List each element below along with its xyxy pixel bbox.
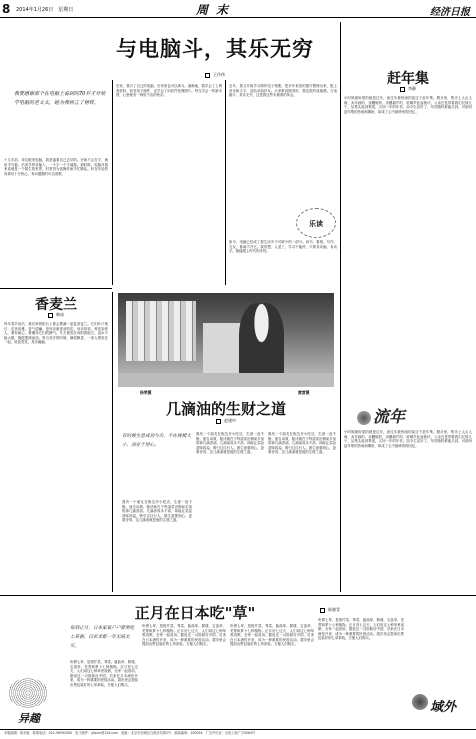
flower-icon	[357, 411, 371, 425]
decorative-pattern	[8, 678, 48, 708]
left-article-body: 每年春节前后，我们家的阳台上都会摆满一盆盆香麦兰。它们叶片细长，花朵淡雅，香气清幽，是母亲最喜爱的花。母亲常说，养花如养人，要有耐心，要懂得它们的脾气。冬天要放在向阳的地方，浇水不能太勤，施肥要薄而淡。每当花开的时候，满屋飘香，一家人围坐在一起，说说笑笑，其乐融融。	[4, 322, 108, 345]
reader-figure	[239, 303, 284, 383]
column-divider	[340, 22, 341, 592]
right-article-body: 小时候最盼望的就是过年，而过年最热闹的莫过于赶年集。腊月里，集市上人山人海，卖年画的、卖鞭炮的、卖糖葫芦的，吆喝声此起彼伏。父亲总是带着我们兄妹几个，从集头逛到集尾，买回一年的年货。如今生活好了，年货随时都能买到，可那份赶年集的热闹和期盼，却成了心中最珍贵的回忆。	[344, 96, 472, 114]
column-divider	[112, 80, 113, 285]
bookshelf	[203, 323, 243, 373]
byline-box-icon	[320, 608, 325, 613]
liunian-label: 流年	[373, 407, 406, 426]
main-article-byline	[80, 72, 350, 78]
page-footer: 本版编辑：周末版 联系电话：010-58392000 电子邮件：jjrbzm@126.com 地址：北京市西城区白纸坊东街2号 邮政编码：100054 广告许可证：京西工商广字0064号	[0, 729, 476, 739]
main-article-column: 后来，我买了自己的电脑，在家里也可以练习。渐渐地，我学会了上网查资料、收发电子邮件，还学会了用软件处理照片。每当学会一样新本领，心里就有一种说不出的快乐。	[116, 84, 222, 98]
middle-article-byline	[118, 418, 334, 424]
column-divider	[225, 80, 226, 285]
main-byline-text: 王作伟	[213, 72, 225, 77]
bottom-left-decoration	[4, 598, 64, 728]
main-article-intro: 我要感谢那个在电脑上看到的70岁才开始学电脑的老太太，她为我树立了榜样。	[14, 91, 106, 106]
right-article-byline	[344, 86, 472, 92]
middle-byline-text: 赵建中	[224, 418, 236, 423]
bottom-article-intro: 每到正月，日本家家户户都要吃七草粥，以祈求新一年无病无灾。	[70, 626, 135, 649]
reading-table	[118, 373, 334, 387]
stamp-label: 乐读	[309, 220, 323, 228]
middle-article-body: 我有一个朋友在街边开小吃店，生意一直不错。他告诉我，秘诀就在于每道菜出锅前多加的那几滴香油。几滴油成本不高，却能让菜品香味四溢，吸引过往行人。做生意要细心，更要舍得，这几滴油就是他的生财之道。	[196, 432, 264, 455]
left-article-title: 香麦兰	[35, 297, 77, 313]
section-name: 周末	[196, 3, 237, 17]
page-number: 8	[2, 2, 11, 16]
photo-credit: 黄营摄	[298, 390, 310, 395]
liunian-sticker	[357, 404, 417, 426]
byline-box-icon	[400, 87, 405, 92]
bookshelf	[126, 301, 196, 361]
byline-box-icon	[205, 73, 210, 78]
bottom-article-byline	[320, 607, 380, 613]
bottom-article-body: 所谓七草，是指芹菜、荠菜、鼠曲草、繁缕、宝盖草、芜菁和萝卜七种植物。正月初七这天，人们用这七种草煮成粥，全家一起食用。据说这一习俗源自中国，后来在日本流传开来，成为一种重要的民俗活动。超市里会提前出售包装好的七草套装，方便人们购买。	[70, 660, 138, 687]
globe-icon	[412, 694, 428, 710]
left-byline-text: 韩冰	[56, 312, 64, 317]
page-header	[0, 0, 476, 18]
middle-article-quote: 有时候生意成功与否，不在规模大小，而在于用心。	[122, 434, 191, 448]
main-article-column: 去年，我又开始学习制作电子相册，把多年来拍的照片整理出来，配上音乐和文字，送给亲朋好友。大家都说做得好，我也很有成就感。与电脑斗，其乐无穷，这是我这些年最深的体会。	[229, 84, 337, 98]
byline-box-icon	[216, 419, 221, 424]
paper-logo: 经济日报	[430, 7, 470, 18]
section-divider	[0, 288, 112, 289]
middle-article-body: 我有一个朋友在街边开小吃店，生意一直不错。他告诉我，秘诀就在于每道菜出锅前多加的那几滴香油。几滴油成本不高，却能让菜品香味四溢，吸引过往行人。做生意要细心，更要舍得，这几滴油就是他的生财之道。	[122, 500, 192, 523]
yuwai-sticker	[410, 690, 472, 724]
yuwai-label: 域外	[430, 700, 457, 715]
main-article-column: 十几年前，单位配发电脑，我是逼着自己去学的。开始不会打字，就用手写板；后来学拼音输入，一个字一个字地敲。那时候，电脑对我来说就是一个陌生的世界，时常因为误操作而手忙脚乱。好在年轻的同事们十分热心，有问题随时可以请教。	[4, 158, 108, 176]
bottom-article-title: 正月在日本吃"草"	[134, 604, 256, 622]
right-byline-text: 李静	[408, 86, 416, 91]
middle-article-body: 我有一个朋友在街边开小吃店，生意一直不错。他告诉我，秘诀就在于每道菜出锅前多加的那几滴香油。几滴油成本不高，却能让菜品香味四溢，吸引过往行人。做生意要细心，更要舍得，这几滴油就是他的生财之道。	[268, 432, 336, 455]
issue-date: 2014年1月26日 星期日	[16, 7, 74, 13]
left-article-byline	[4, 312, 108, 318]
main-article-title: 与电脑斗，其乐无穷	[116, 37, 314, 61]
article-photo	[118, 293, 334, 387]
main-article-column: 如今，电脑已经成了我生活中不可缺少的一部分。读书、看报、写作、交友，都离不开它。我常想，人老了，学习不能停，只要肯动脑、肯动手，就能跟上时代的步伐。	[229, 240, 337, 254]
bottom-article-body: 所谓七草，是指芹菜、荠菜、鼠曲草、繁缕、宝盖草、芜菁和萝卜七种植物。正月初七这天，人们用这七种草煮成粥，全家一起食用。据说这一习俗源自中国，后来在日本流传开来，成为一种重要的民俗活动。超市里会提前出售包装好的七草套装，方便人们购买。	[142, 624, 226, 647]
bottom-article-body: 所谓七草，是指芹菜、荠菜、鼠曲草、繁缕、宝盖草、芜菁和萝卜七种植物。正月初七这天，人们用这七种草煮成粥，全家一起食用。据说这一习俗源自中国，后来在日本流传开来，成为一种重要的民俗活动。超市里会提前出售包装好的七草套装，方便人们购买。	[318, 618, 404, 641]
bottom-article-body: 所谓七草，是指芹菜、荠菜、鼠曲草、繁缕、宝盖草、芜菁和萝卜七种植物。正月初七这天，人们用这七种草煮成粥，全家一起食用。据说这一习俗源自中国，后来在日本流传开来，成为一种重要的民俗活动。超市里会提前出售包装好的七草套装，方便人们购买。	[230, 624, 314, 647]
right-article-title: 赶年集	[387, 71, 429, 87]
section-divider	[0, 595, 476, 596]
bottom-byline-text: 陈晓青	[328, 607, 340, 612]
column-divider	[112, 292, 113, 592]
middle-article-title: 几滴油的生财之道	[165, 400, 286, 418]
yiqu-label: 异趣	[18, 712, 40, 725]
section-stamp	[296, 208, 336, 238]
right-article-body-cont: 小时候最盼望的就是过年，而过年最热闹的莫过于赶年集。腊月里，集市上人山人海，卖年画的、卖鞭炮的、卖糖葫芦的，吆喝声此起彼伏。父亲总是带着我们兄妹几个，从集头逛到集尾，买回一年的年货。如今生活好了，年货随时都能买到，可那份赶年集的热闹和期盼，却成了心中最珍贵的回忆。	[344, 430, 472, 448]
byline-box-icon	[48, 313, 53, 318]
photo-caption: 杨荣摄	[140, 390, 152, 395]
